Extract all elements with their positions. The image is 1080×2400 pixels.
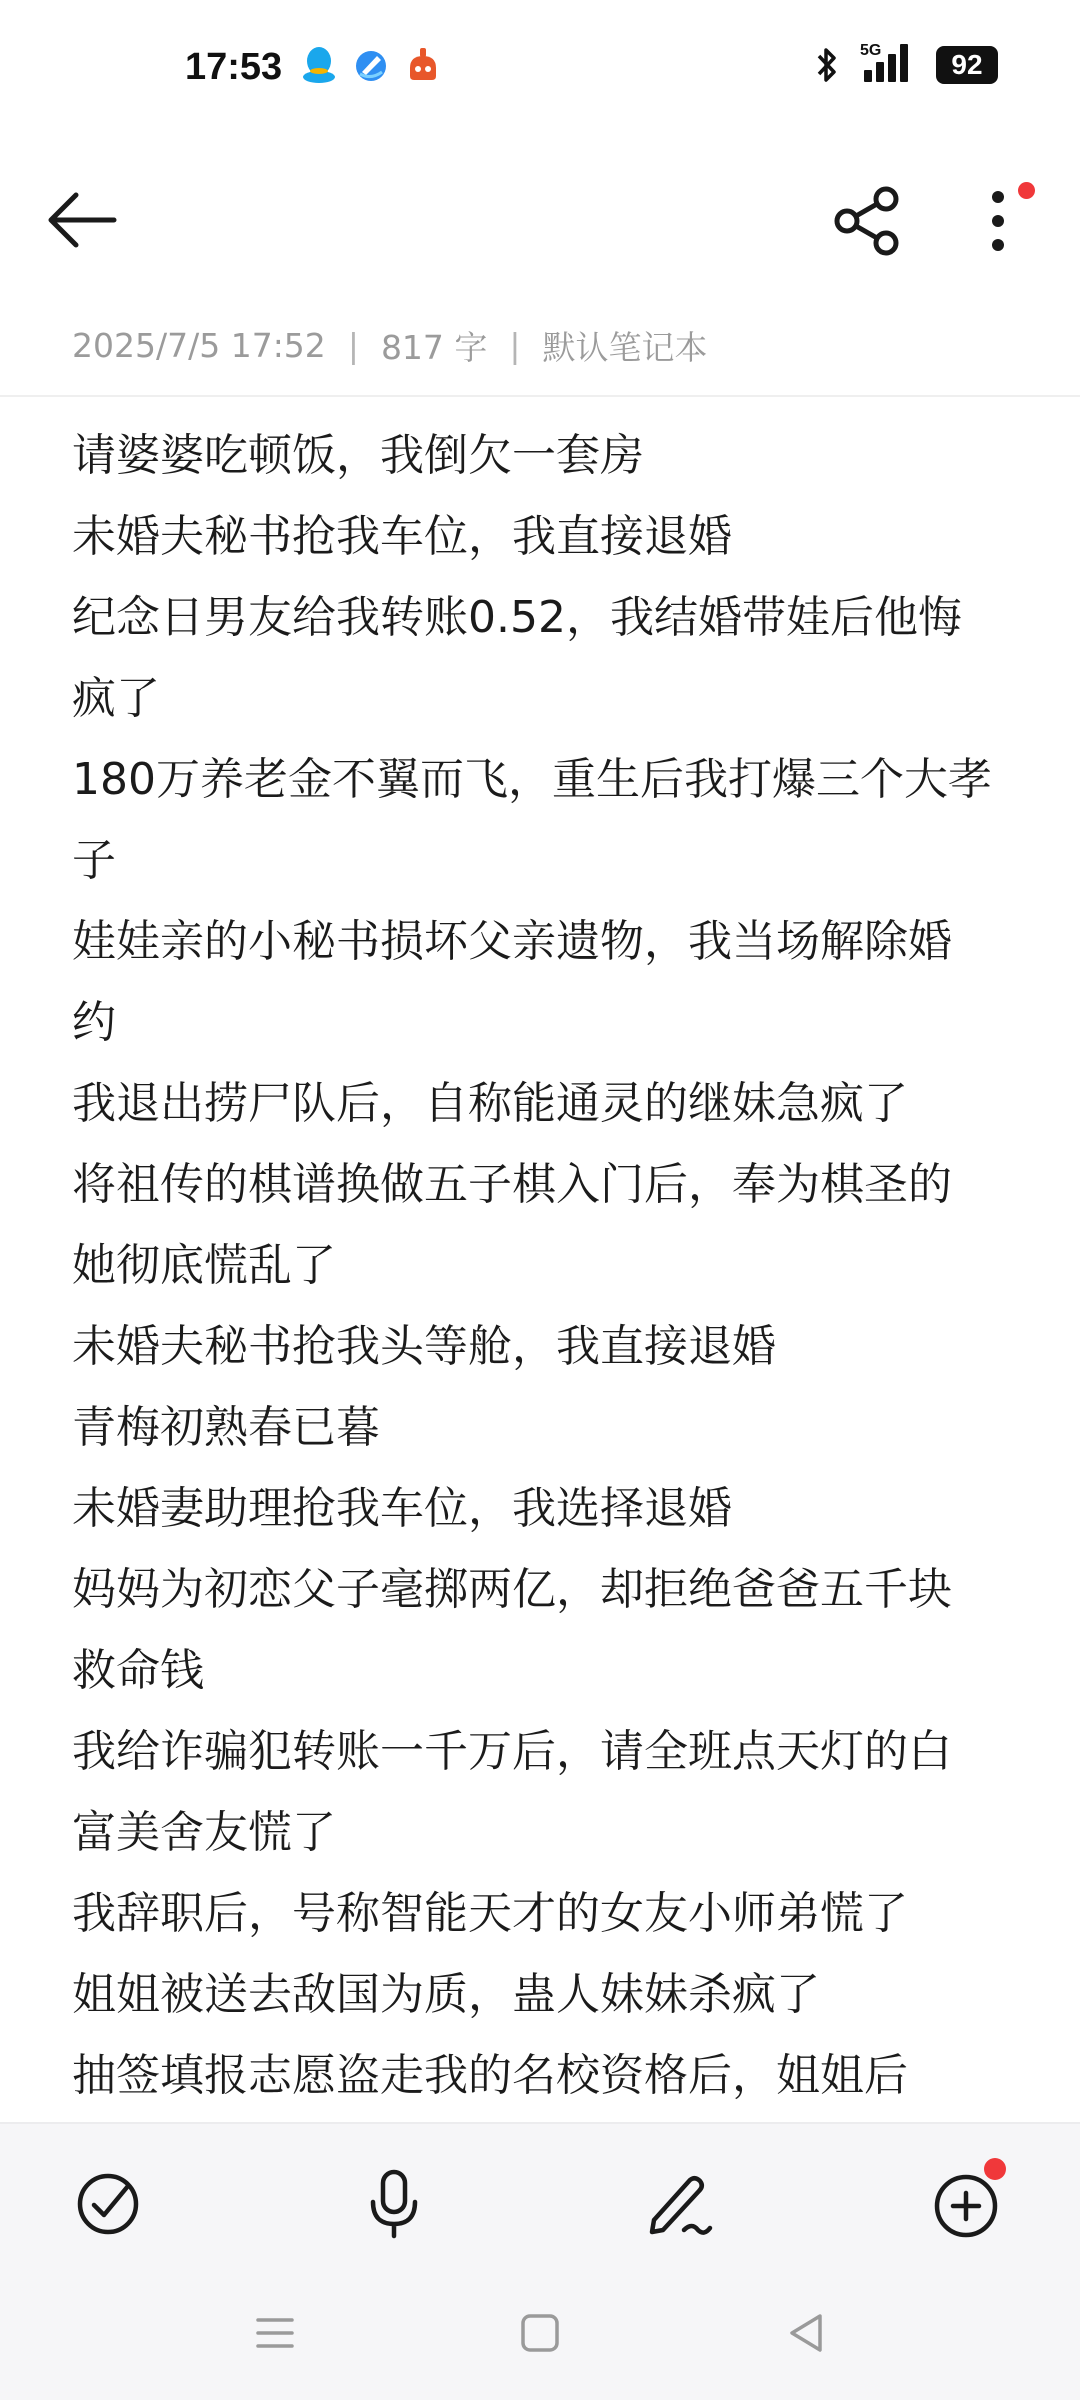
notebook-name[interactable]: 默认笔记本 [542,328,708,367]
back-nav-icon[interactable] [782,2308,832,2358]
bottom-toolbar [0,2122,1080,2400]
battery-indicator: 92 [936,46,998,84]
notification-icons [300,44,442,86]
note-line[interactable]: 我辞职后，号称智能天才的女友小师弟慌了 [72,1888,908,1939]
status-time: 17:53 [185,46,283,88]
notification-dot [984,2158,1006,2180]
note-line[interactable]: 我退出捞尸队后，自称能通灵的继妹急疯了 [72,1078,908,1129]
note-line[interactable]: 未婚夫秘书抢我车位，我直接退婚 [72,511,732,562]
note-word-count: 817 字 [380,328,488,367]
back-arrow-icon[interactable] [42,185,122,255]
note-line[interactable]: 我给诈骗犯转账一千万后，请全班点天灯的白富美舍友慌了 [72,1726,952,1858]
home-nav-icon[interactable] [515,2308,565,2358]
signal-icon [860,44,916,86]
game-app-icon [404,44,442,86]
note-line[interactable]: 纪念日男友给我转账0.52，我结婚带娃后他悔疯了 [72,592,962,724]
network-type: 5G [860,42,882,59]
checklist-icon[interactable] [68,2164,148,2244]
note-line[interactable]: 180万养老金不翼而飞，重生后我打爆三个大孝子 [72,754,992,886]
add-button[interactable] [926,2164,1006,2244]
handwriting-pen-icon[interactable] [640,2164,720,2244]
bluetooth-icon [814,44,840,86]
note-line[interactable]: 未婚夫秘书抢我头等舱，我直接退婚 [72,1321,776,1372]
note-line[interactable]: 姐姐被送去敌国为质，蛊人妹妹杀疯了 [72,1969,820,2020]
note-datetime: 2025/7/5 17:52 [72,326,326,365]
meta-separator: | [509,326,521,365]
menu-nav-icon[interactable] [250,2308,300,2358]
browser-icon [352,44,390,86]
note-line[interactable]: 娃娃亲的小秘书损坏父亲遗物，我当场解除婚约 [72,916,952,1048]
note-line[interactable]: 未婚妻助理抢我车位，我选择退婚 [72,1483,732,1534]
note-line[interactable]: 抽签填报志愿盗走我的名校资格后，姐姐后 [72,2050,908,2101]
note-meta [72,322,708,369]
status-bar [0,0,1080,130]
notification-dot [1018,182,1035,199]
top-app-bar [0,160,1080,280]
more-options-button[interactable] [966,178,1036,264]
note-line[interactable]: 请婆婆吃顿饭，我倒欠一套房 [72,430,644,481]
share-icon[interactable] [830,185,906,257]
divider [0,395,1080,397]
note-line[interactable]: 将祖传的棋谱换做五子棋入门后，奉为棋圣的她彻底慌乱了 [72,1159,952,1291]
system-icons [814,44,998,86]
meta-separator: | [347,326,359,365]
note-editor[interactable] [72,415,992,2120]
microphone-icon[interactable] [354,2164,434,2244]
note-line[interactable]: 妈妈为初恋父子毫掷两亿，却拒绝爸爸五千块救命钱 [72,1564,952,1696]
qq-icon [300,44,338,86]
note-line[interactable]: 青梅初熟春已暮 [72,1402,380,1453]
